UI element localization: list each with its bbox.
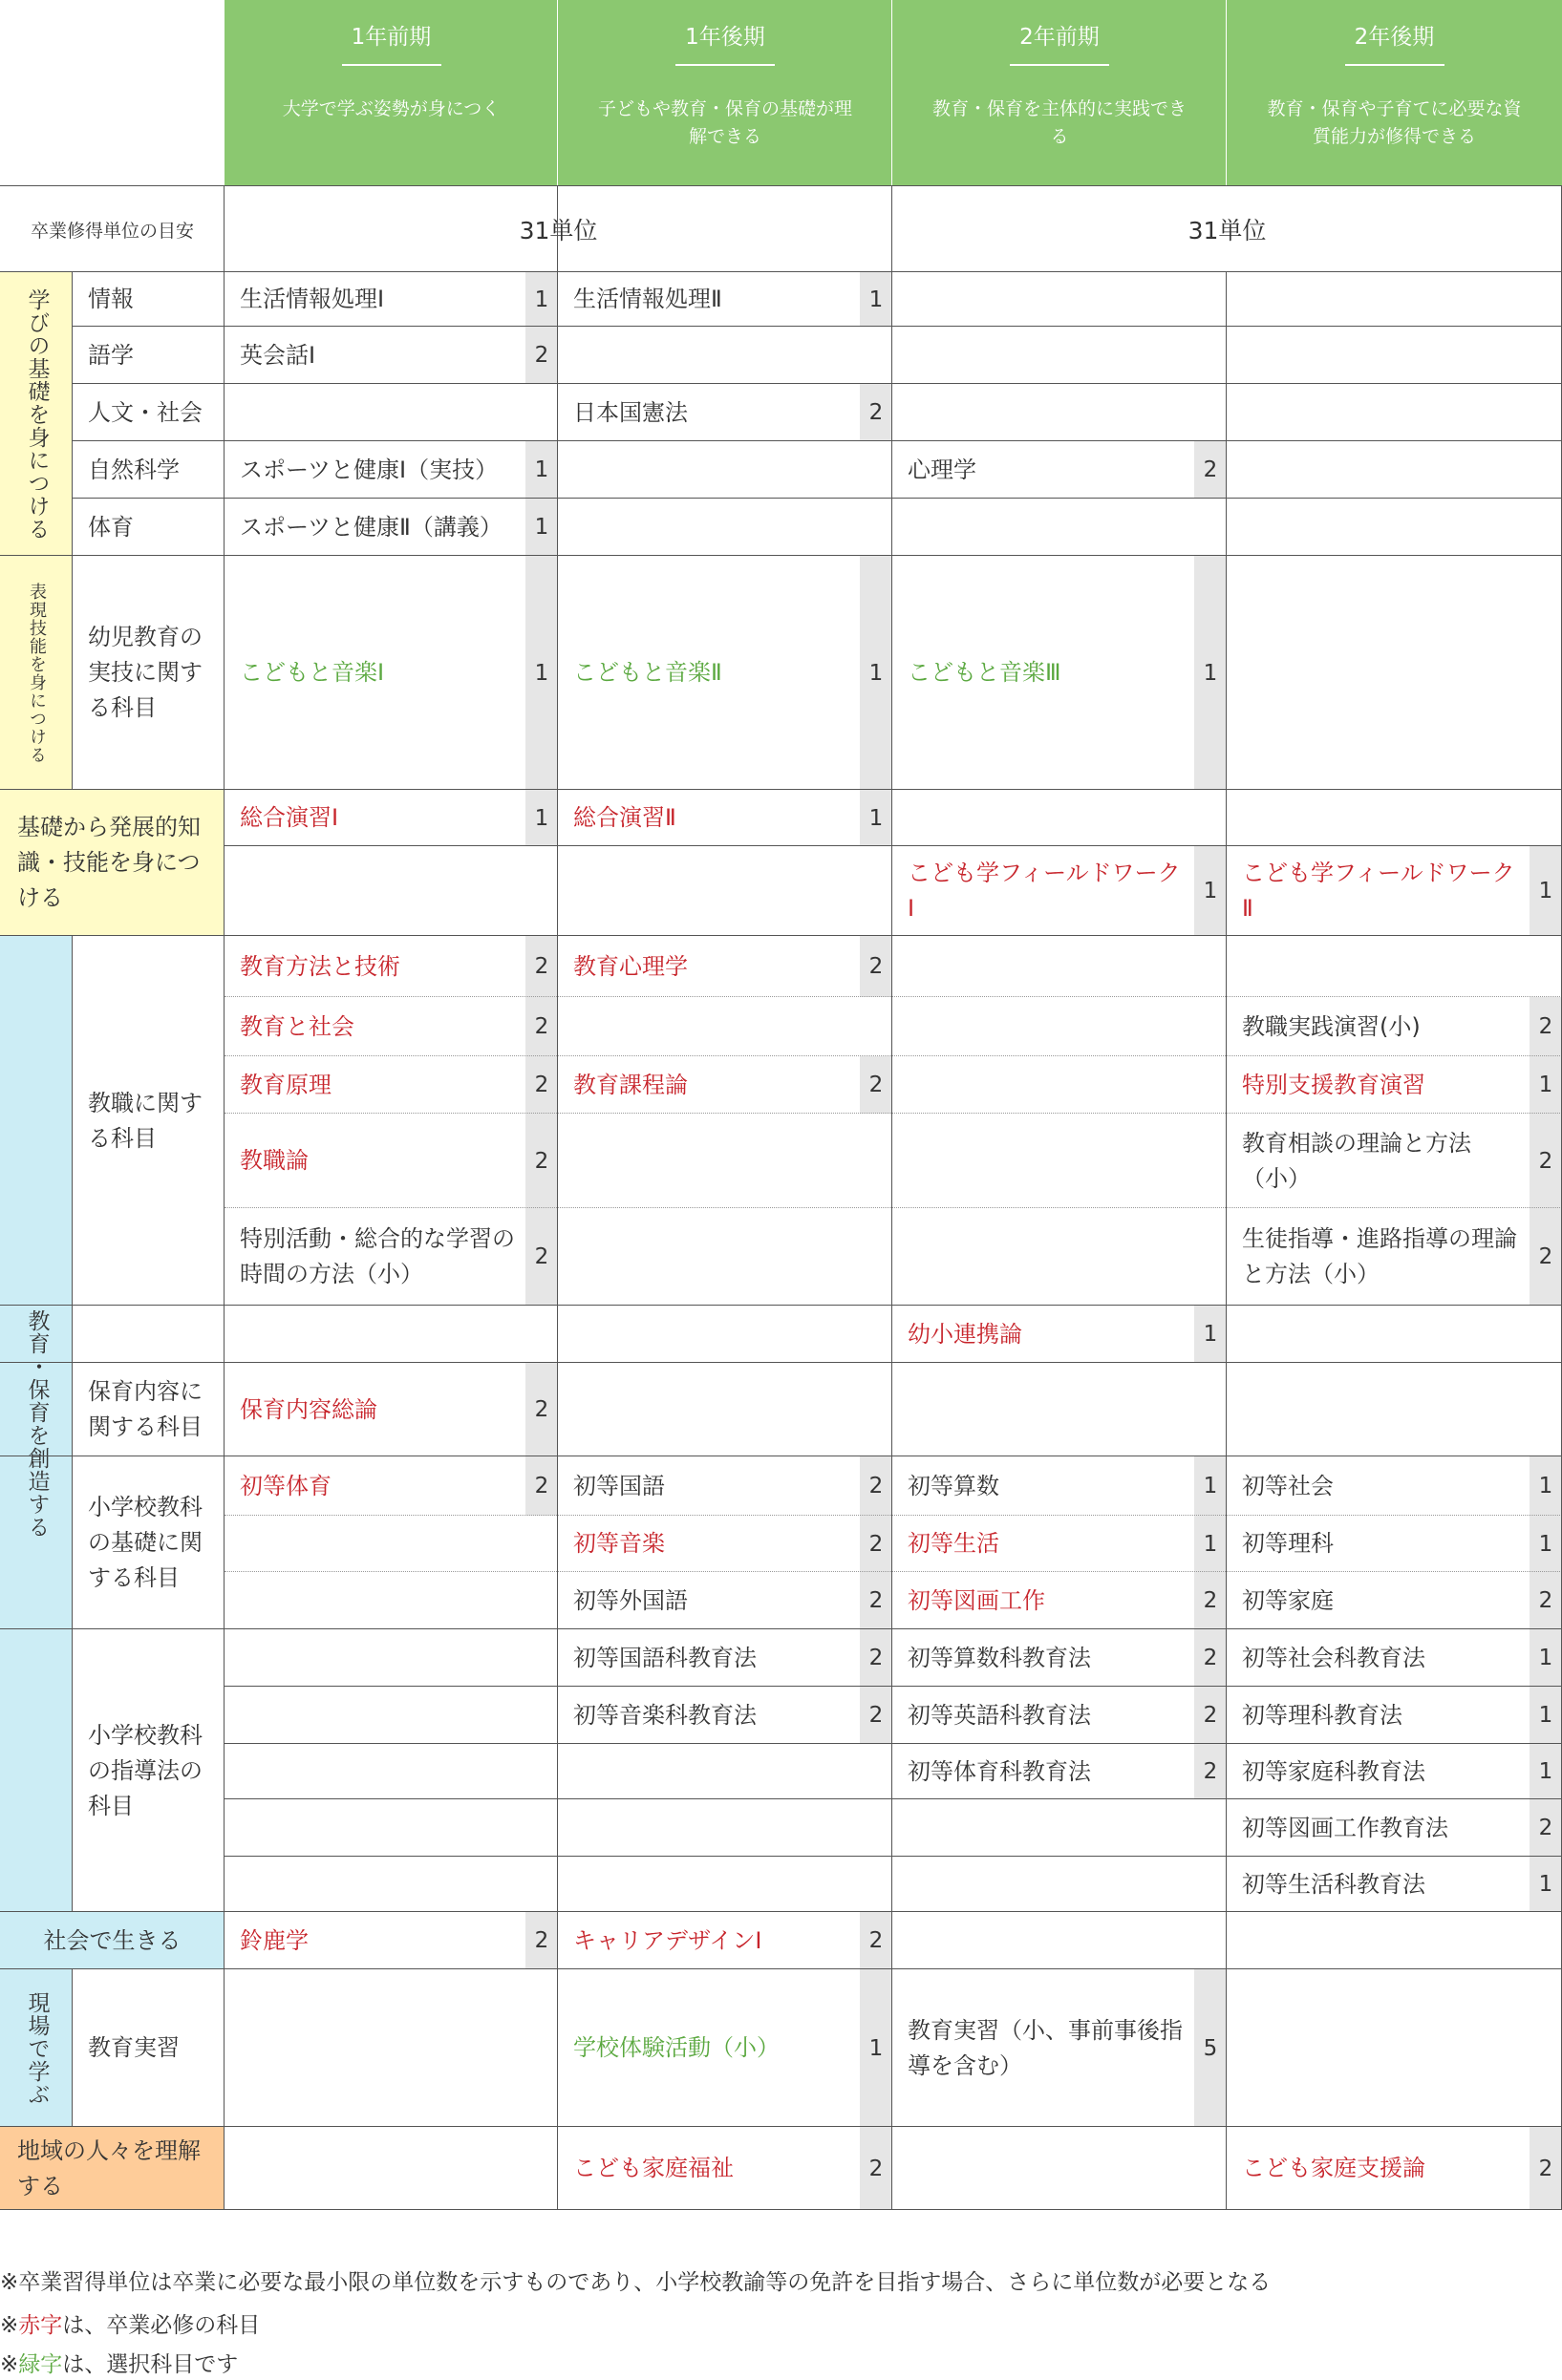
- grid-line: [225, 845, 1562, 846]
- grid-line: [225, 326, 1562, 327]
- grid-line: [891, 186, 892, 2210]
- course-credits: 1: [1530, 1629, 1562, 1687]
- course-credits: 1: [1530, 1456, 1562, 1516]
- course-name: 初等英語科教育法: [908, 1701, 1091, 1729]
- course-cell: [1227, 1857, 1562, 1912]
- course-cell: [892, 441, 1227, 499]
- course-cell: [1227, 1629, 1562, 1687]
- course-credits: 2: [1530, 1799, 1562, 1857]
- course-cell: [892, 556, 1227, 790]
- course-credits: 2: [860, 1056, 892, 1114]
- grid-line: [72, 1969, 73, 2127]
- grid-line: [0, 271, 1562, 272]
- course-name: 初等理科教育法: [1242, 1701, 1402, 1729]
- course-credits: 1: [860, 556, 892, 790]
- semester-underline: [1010, 64, 1109, 66]
- course-name: こども家庭支援論: [1242, 2155, 1425, 2181]
- course-name: こどもと音楽Ⅰ: [240, 659, 385, 686]
- course-cell: [892, 1744, 1227, 1799]
- course-cell: [225, 1056, 558, 1114]
- semester-header-3: [892, 0, 1227, 186]
- group-label-2: 表現技能を身につける: [0, 556, 73, 790]
- course-cell: [225, 1114, 558, 1208]
- course-credits: 2: [860, 1912, 892, 1969]
- category-label: 教職に関する科目: [88, 1089, 203, 1152]
- group-label-5: 社会で生きる: [0, 1912, 225, 1969]
- footnote-required: [0, 2311, 260, 2340]
- course-cell: [1227, 1516, 1562, 1572]
- footnote-highlight-red: 赤字: [18, 2313, 63, 2338]
- grid-line: [0, 1362, 1562, 1363]
- course-name: こども学フィールドワークⅠ: [908, 860, 1181, 922]
- grid-line: [225, 383, 1562, 384]
- group-label-4: 教育・保育を創造する: [0, 936, 73, 1912]
- course-credits: 2: [525, 1363, 558, 1456]
- course-name: 教育課程論: [573, 1071, 688, 1098]
- semester-header-4: [1227, 0, 1562, 186]
- grid-line: [72, 936, 73, 1912]
- course-name: 初等理科: [1242, 1530, 1334, 1557]
- category-label: 幼児教育の実技に関する科目: [88, 624, 203, 721]
- course-cell: [225, 556, 558, 790]
- semester-description: 教育・保育や子育てに必要な資質能力が修得できる: [1267, 98, 1522, 147]
- grid-line: [225, 1515, 1562, 1516]
- course-name: 日本国憲法: [573, 398, 688, 426]
- course-credits: 2: [860, 2127, 892, 2210]
- course-name: 初等算数科教育法: [908, 1644, 1091, 1671]
- course-cell: [1227, 1056, 1562, 1114]
- course-credits: 1: [1194, 1516, 1227, 1572]
- course-name: 心理学: [908, 456, 976, 483]
- grid-line: [0, 1911, 1562, 1912]
- course-name: スポーツと健康Ⅰ（実技）: [240, 456, 499, 483]
- course-cell: [558, 2127, 892, 2210]
- semester-description: 教育・保育を主体的に実践できる: [931, 98, 1187, 147]
- header-divider: [557, 0, 558, 186]
- footnote-text: は、選択科目です: [62, 2352, 239, 2377]
- course-credits: 1: [1194, 846, 1227, 936]
- course-cell: [892, 1572, 1227, 1629]
- course-cell: [558, 790, 892, 846]
- course-cell: [1227, 1687, 1562, 1744]
- course-name: 初等音楽: [573, 1530, 665, 1557]
- course-credits: 2: [525, 1456, 558, 1516]
- course-credits: 2: [1194, 441, 1227, 499]
- header-divider: [891, 0, 892, 186]
- group-label-1: 学びの基礎を身につける: [0, 272, 73, 556]
- credits-year1: 31単位: [519, 217, 598, 244]
- course-name: 初等家庭: [1242, 1586, 1334, 1614]
- course-name: 初等社会科教育法: [1242, 1644, 1425, 1671]
- grid-line: [557, 186, 558, 272]
- course-cell: [558, 1912, 892, 1969]
- course-credits: 2: [525, 997, 558, 1056]
- course-name: こども学フィールドワークⅡ: [1242, 860, 1515, 922]
- course-credits: 2: [1194, 1572, 1227, 1629]
- grid-line: [1226, 272, 1227, 2210]
- course-name: 教職実践演習(小): [1242, 1012, 1421, 1040]
- course-name: こどもと音楽Ⅲ: [908, 659, 1061, 686]
- group-label-3: 基礎から発展的知識・技能を身につける: [0, 790, 225, 936]
- grid-line: [225, 440, 1562, 441]
- grid-line: [73, 440, 225, 441]
- course-name: 初等図画工作教育法: [1242, 1814, 1448, 1841]
- course-cell: [225, 1363, 558, 1456]
- course-credits: 2: [860, 1687, 892, 1744]
- grid-line: [0, 1968, 1562, 1969]
- group-label-7: 地域の人々を理解する: [0, 2127, 225, 2210]
- category-label: 人文・社会: [88, 398, 203, 426]
- semester-header-2: [558, 0, 892, 186]
- course-credits: 1: [525, 441, 558, 499]
- course-credits: 2: [860, 1572, 892, 1629]
- group-label-6: 現場で学ぶ: [0, 1969, 73, 2127]
- course-name: 英会話Ⅰ: [240, 341, 316, 369]
- grid-line: [225, 996, 1562, 997]
- semester-title: 1年前期: [351, 25, 432, 50]
- course-cell: [558, 1456, 892, 1516]
- course-name: 教育相談の理論と方法（小）: [1242, 1129, 1471, 1192]
- course-name: 初等生活科教育法: [1242, 1870, 1425, 1898]
- grid-line: [225, 1856, 1562, 1857]
- footnote-prefix: ※: [0, 2313, 19, 2338]
- grid-line: [225, 1113, 1562, 1114]
- course-credits: 1: [525, 272, 558, 327]
- course-credits: 2: [1194, 1744, 1227, 1799]
- credits-row-label: 卒業修得単位の目安: [30, 220, 194, 242]
- course-cell: [1227, 1114, 1562, 1208]
- course-cell: [1227, 1456, 1562, 1516]
- course-name: 保育内容総論: [240, 1395, 377, 1423]
- semester-header-1: [225, 0, 558, 186]
- grid-line: [0, 2209, 1562, 2210]
- course-credits: 2: [860, 936, 892, 997]
- grid-line: [0, 1628, 1562, 1629]
- course-credits: 1: [525, 556, 558, 790]
- course-credits: 2: [1194, 1687, 1227, 1744]
- semester-description: 子どもや教育・保育の基礎が理解できる: [597, 98, 852, 147]
- course-name: 初等外国語: [573, 1586, 688, 1614]
- grid-line: [225, 1743, 1562, 1744]
- category-label: 保育内容に関する科目: [88, 1378, 203, 1440]
- course-cell: [1227, 1572, 1562, 1629]
- course-credits: 1: [1530, 1857, 1562, 1912]
- course-credits: 2: [525, 1056, 558, 1114]
- semester-title: 1年後期: [685, 25, 765, 50]
- course-name: 初等体育科教育法: [908, 1757, 1091, 1785]
- course-name: 教職論: [240, 1147, 309, 1174]
- course-cell: [558, 556, 892, 790]
- grid-line: [225, 1055, 1562, 1056]
- course-cell: [1227, 1744, 1562, 1799]
- course-name: 教育心理学: [573, 952, 688, 980]
- course-credits: 1: [1530, 1056, 1562, 1114]
- grid-line: [72, 272, 73, 790]
- course-cell: [225, 272, 558, 327]
- course-cell: [558, 272, 892, 327]
- grid-line: [225, 1571, 1562, 1572]
- course-credits: 2: [525, 1208, 558, 1306]
- grid-line: [0, 2126, 1562, 2127]
- footnote-text: は、卒業必修の科目: [62, 2313, 261, 2338]
- course-credits: 1: [1194, 1306, 1227, 1363]
- course-credits: 1: [525, 499, 558, 556]
- course-name: 教育と社会: [240, 1012, 354, 1040]
- course-credits: 2: [1530, 1208, 1562, 1306]
- grid-line: [0, 185, 1562, 186]
- course-name: こどもと音楽Ⅱ: [573, 659, 722, 686]
- course-cell: [892, 846, 1227, 936]
- course-cell: [892, 1969, 1227, 2127]
- course-name: 初等社会: [1242, 1472, 1334, 1499]
- category-label: 小学校教科の基礎に関する科目: [88, 1494, 203, 1591]
- category-label: 体育: [88, 513, 134, 541]
- course-name: 初等算数: [908, 1472, 999, 1499]
- course-cell: [892, 1306, 1227, 1363]
- grid-line: [73, 498, 225, 499]
- course-cell: [892, 1629, 1227, 1687]
- course-name: 鈴鹿学: [240, 1926, 309, 1954]
- grid-line: [225, 1207, 1562, 1208]
- course-name: 初等生活: [908, 1530, 999, 1557]
- course-cell: [558, 936, 892, 997]
- course-name: 特別活動・総合的な学習の時間の方法（小）: [240, 1225, 515, 1287]
- course-cell: [892, 1516, 1227, 1572]
- course-credits: 1: [1530, 1516, 1562, 1572]
- grid-line: [224, 186, 225, 2210]
- course-cell: [558, 1572, 892, 1629]
- course-credits: 2: [525, 936, 558, 997]
- course-name: 総合演習Ⅰ: [240, 804, 339, 831]
- credits-year2: 31単位: [1188, 217, 1267, 244]
- course-name: 初等音楽科教育法: [573, 1701, 757, 1729]
- course-name: 総合演習Ⅱ: [573, 804, 676, 831]
- course-cell: [225, 1208, 558, 1306]
- category-label: 自然科学: [88, 456, 180, 483]
- semester-title: 2年後期: [1354, 25, 1435, 50]
- course-name: 初等体育: [240, 1472, 332, 1499]
- course-cell: [1227, 2127, 1562, 2210]
- course-cell: [558, 1516, 892, 1572]
- course-credits: 1: [860, 272, 892, 327]
- course-cell: [558, 1629, 892, 1687]
- course-credits: 2: [525, 327, 558, 384]
- course-credits: 2: [525, 1114, 558, 1208]
- course-cell: [225, 441, 558, 499]
- course-cell: [558, 1687, 892, 1744]
- course-cell: [1227, 1208, 1562, 1306]
- header-divider: [1226, 0, 1227, 186]
- course-name: 初等家庭科教育法: [1242, 1757, 1425, 1785]
- course-cell: [225, 790, 558, 846]
- course-name: 幼小連携論: [908, 1320, 1022, 1348]
- course-cell: [892, 1456, 1227, 1516]
- semester-underline: [1345, 64, 1444, 66]
- course-credits: 2: [1530, 1572, 1562, 1629]
- course-cell: [558, 384, 892, 441]
- course-credits: 2: [860, 1516, 892, 1572]
- grid-line: [225, 1686, 1562, 1687]
- course-cell: [225, 1456, 558, 1516]
- course-cell: [558, 1056, 892, 1114]
- course-name: こども家庭福祉: [573, 2155, 734, 2181]
- course-credits: 2: [860, 1456, 892, 1516]
- course-cell: [225, 499, 558, 556]
- course-name: 初等図画工作: [908, 1586, 1045, 1614]
- category-label: 教育実習: [88, 2034, 180, 2061]
- course-credits: 2: [1530, 1114, 1562, 1208]
- grid-line: [73, 383, 225, 384]
- grid-line: [0, 1305, 1562, 1306]
- course-credits: 1: [1530, 1687, 1562, 1744]
- course-credits: 1: [860, 1969, 892, 2127]
- course-name: 生活情報処理Ⅰ: [240, 286, 385, 312]
- course-credits: 5: [1194, 1969, 1227, 2127]
- category-label: 小学校教科の指導法の科目: [88, 1721, 203, 1819]
- semester-description: 大学で学ぶ姿勢が身につく: [282, 98, 501, 119]
- grid-line: [73, 326, 225, 327]
- course-name: 教育方法と技術: [240, 952, 400, 980]
- course-name: 生徒指導・進路指導の理論と方法（小）: [1242, 1225, 1517, 1287]
- course-credits: 2: [860, 1629, 892, 1687]
- grid-line: [0, 935, 1562, 936]
- course-name: キャリアデザインⅠ: [573, 1926, 762, 1954]
- footnote-prefix: ※: [0, 2352, 19, 2377]
- grid-line: [0, 789, 1562, 790]
- semester-underline: [675, 64, 775, 66]
- course-credits: 2: [1194, 1629, 1227, 1687]
- course-credits: 2: [1530, 2127, 1562, 2210]
- course-name: 特別支援教育演習: [1242, 1071, 1425, 1098]
- course-cell: [1227, 997, 1562, 1056]
- course-cell: [225, 936, 558, 997]
- course-cell: [892, 1687, 1227, 1744]
- course-name: 学校体験活動（小）: [573, 2034, 780, 2061]
- grid-line: [225, 1798, 1562, 1799]
- semester-title: 2年前期: [1019, 25, 1100, 50]
- course-credits: 2: [860, 384, 892, 441]
- course-credits: 2: [1530, 997, 1562, 1056]
- course-cell: [225, 327, 558, 384]
- course-credits: 1: [525, 790, 558, 846]
- course-name: 初等国語科教育法: [573, 1644, 757, 1671]
- category-label: 語学: [88, 341, 134, 369]
- course-credits: 1: [1194, 1456, 1227, 1516]
- course-name: 初等国語: [573, 1472, 665, 1499]
- course-credits: 1: [860, 790, 892, 846]
- course-name: 教育原理: [240, 1071, 332, 1098]
- footnote-highlight-green: 緑字: [18, 2352, 63, 2377]
- course-credits: 2: [525, 1912, 558, 1969]
- grid-line: [0, 555, 1562, 556]
- footnote-credits: ※卒業習得単位は卒業に必要な最小限の単位数を示すものであり、小学校教諭等の免許を目指す場合、さらに単位数が必要となる: [0, 2270, 1272, 2295]
- grid-line: [225, 498, 1562, 499]
- course-credits: 1: [1530, 846, 1562, 936]
- course-name: 教育実習（小、事前事後指導を含む）: [908, 2016, 1183, 2079]
- grid-line: [557, 272, 558, 2210]
- course-cell: [225, 997, 558, 1056]
- course-name: 生活情報処理Ⅱ: [573, 286, 722, 312]
- course-credits: 1: [1194, 556, 1227, 790]
- course-cell: [1227, 1799, 1562, 1857]
- course-credits: 1: [1530, 1744, 1562, 1799]
- course-cell: [1227, 846, 1562, 936]
- category-label: 情報: [88, 286, 134, 312]
- course-cell: [225, 1912, 558, 1969]
- semester-underline: [342, 64, 441, 66]
- course-name: スポーツと健康Ⅱ（講義）: [240, 513, 503, 541]
- footnote-elective: [0, 2350, 238, 2379]
- course-cell: [558, 1969, 892, 2127]
